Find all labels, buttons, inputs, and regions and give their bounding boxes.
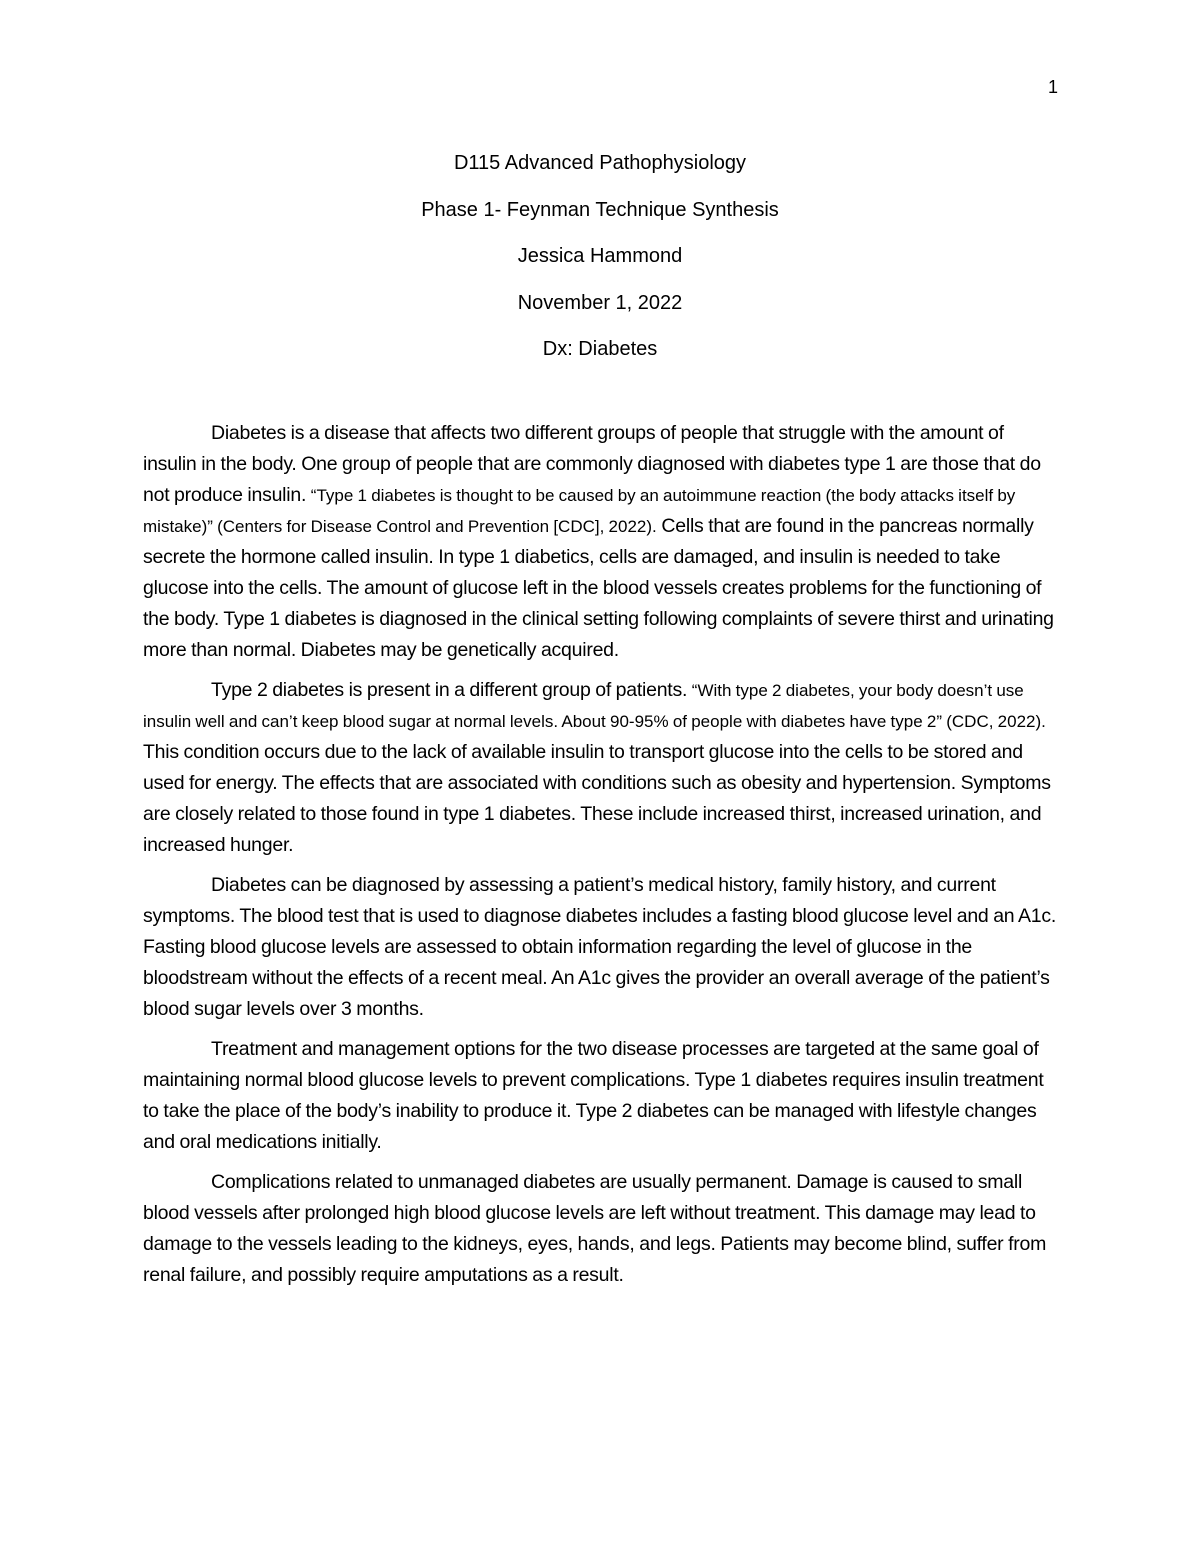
assignment-title: Phase 1- Feynman Technique Synthesis — [421, 198, 779, 221]
paragraph-treatment: Treatment and management options for the two disease processes are targeted at the same goal of maintaining normal blood glucose levels to prevent complications. Type 1 diabetes requires insulin treatment to take the place of the body’s inability to produce it. Type 2 diabetes can be managed with lifestyle changes and oral medications initially. — [143, 1038, 1044, 1153]
paragraph-type1-overview — [143, 418, 1057, 666]
course-title: D115 Advanced Pathophysiology — [453, 152, 747, 174]
cited-quote: “With type 2 diabetes, your body doesn’t use insulin well and can’t keep blood sugar at normal levels. About 90-95% of people with diabetes have type 2” (CDC, 2022). — [143, 681, 1046, 731]
paragraph-text: Diabetes is a disease that affects two different groups of people that struggle with the amount of insulin in the body. One group of people that are commonly diagnosed with diabetes type 1 are those that do not produce insulin. — [143, 422, 1041, 506]
author-name: Jessica Hammond — [517, 245, 683, 267]
paragraph-text: Type 2 diabetes is present in a different group of patients. — [211, 679, 692, 701]
cited-quote: “Type 1 diabetes is thought to be caused by an autoimmune reaction (the body attacks itself by mistake)” (Centers for Disease Control and Prevention [CDC], 2022). — [143, 486, 1016, 536]
page-number: 1 — [1047, 77, 1058, 97]
paragraph-complications: Complications related to unmanaged diabetes are usually permanent. Damage is caused to small blood vessels after prolonged high blood glucose levels are left without treatment. This damage may lead to damage to the vessels leading to the kidneys, eyes, hands, and legs. Patients may become blind, suffer from renal failure, and possibly require amputations as a result. — [143, 1171, 1047, 1286]
title-block — [143, 140, 1057, 373]
paragraph-diagnosis: Diabetes can be diagnosed by assessing a patient’s medical history, family history, and current symptoms. The blood test that is used to diagnose diabetes includes a fasting blood glucose level and an A1c. Fasting blood glucose levels are assessed to obtain information regarding the level of glucose in the bloodstream without the effects of a recent meal. An A1c gives the provider an overall average of the patient’s blood sugar levels over 3 months. — [143, 874, 1056, 1020]
document-date: November 1, 2022 — [517, 291, 683, 314]
paragraph-text: This condition occurs due to the lack of available insulin to transport glucose into the cells to be stored and used for energy. The effects that are associated with conditions such as obesity and hypertension. Symptoms are closely related to those found in type 1 diabetes. These include increased thirst, increased urination, and increased hunger. — [143, 741, 1051, 856]
diagnosis-heading: Dx: Diabetes — [542, 338, 658, 360]
paragraph-text: Cells that are found in the pancreas normally secrete the hormone called insulin. In type 1 diabetics, cells are damaged, and insulin is needed to take glucose into the cells. The amount of glucose left in the blood vessels creates problems for the functioning of the body. Type 1 diabetes is diagnosed in the clinical setting following complaints of severe thirst and urinating more than normal. Diabetes may be genetically acquired. — [143, 515, 1054, 661]
paragraph-type2-overview — [143, 675, 1057, 861]
document-body — [143, 418, 1057, 1300]
